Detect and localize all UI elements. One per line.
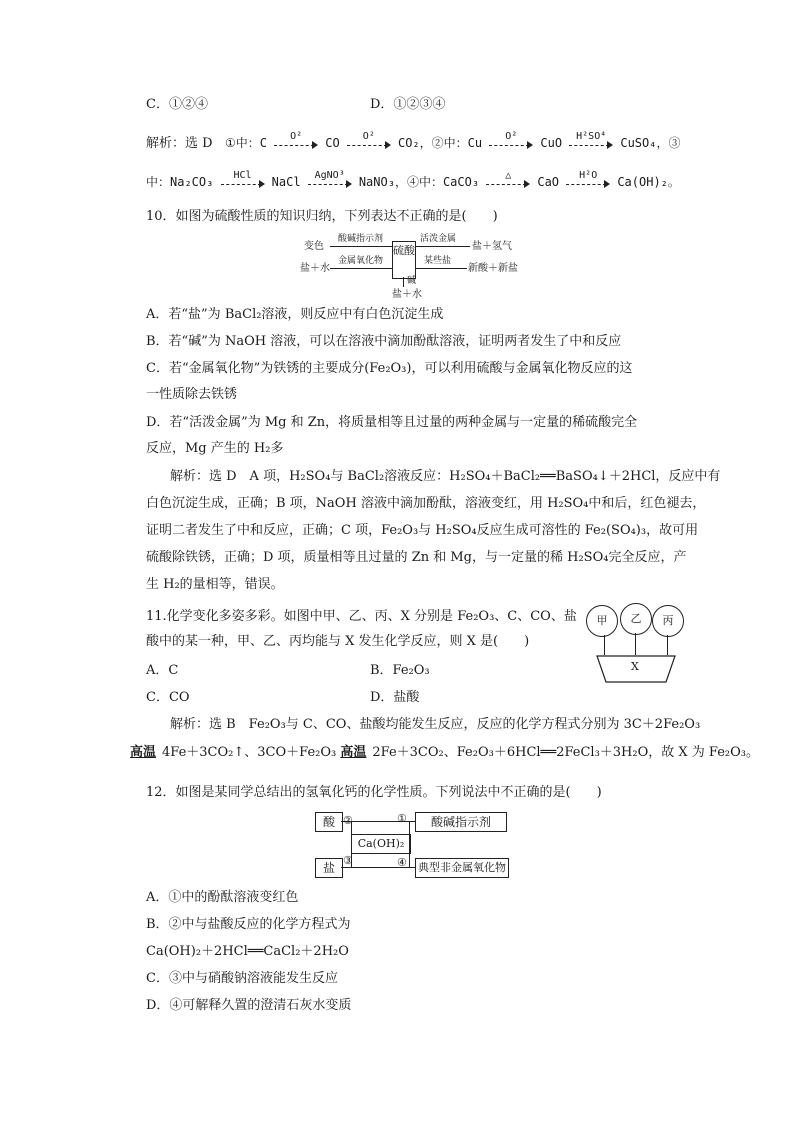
q12-stem: 12．如图是某同学总结出的氢氧化钙的化学性质。下列说法中不正确的是( ) — [146, 785, 602, 800]
flower-bing: 丙 — [652, 605, 684, 637]
q12-diagram — [313, 810, 513, 880]
formula-caoh2: Ca(OH)₂。 — [617, 175, 680, 189]
formula-cuso4: CuSO₄，③ — [620, 136, 681, 150]
q11-stem-line2: 酸中的某一种，甲、乙、丙均能与 X 发生化学反应，则 X 是( ) — [146, 634, 530, 649]
flower-yi: 乙 — [620, 603, 652, 635]
equation-part: 2Fe＋3CO₂、Fe₂O₃＋6HCl══2FeCl₃＋3H₂O，故 X 为 Fe₂O₃。 — [372, 745, 760, 760]
q12-option-b-equation: Ca(OH)₂＋2HCl══CaCl₂＋2H₂O — [146, 944, 349, 959]
label-3: ③ — [343, 854, 353, 867]
diagram-center-sulfuric-acid: 硫酸 — [392, 241, 416, 279]
q11-analysis-line1: 解析：选 B Fe₂O₃与 C、CO、盐酸均能发生反应，反应的化学方程式分别为 3C＋2Fe₂O₃ — [170, 717, 701, 732]
diagram-left-top-arrow-label: 酸碱指示剂 — [338, 234, 384, 244]
q11-flowerpot-diagram — [582, 603, 692, 683]
diagram-down-arrow-label: 碱 — [407, 276, 417, 286]
diagram-left-bottom-arrow-label: 金属氧化物 — [338, 256, 384, 266]
q10-analysis-line2: 白色沉淀生成，正确；B 项，NaOH 溶液中滴加酚酞，溶液变红，用 H₂SO₄中和后，红色褪去， — [146, 496, 706, 511]
q12-option-b: B．②中与盐酸反应的化学方程式为 — [146, 917, 351, 932]
q11-option-d: D．盐酸 — [370, 690, 420, 705]
q12-option-c: C．③中与硝酸钠溶液能发生反应 — [146, 971, 338, 986]
q9-analysis-line1 — [146, 130, 681, 154]
diagram-salt-box: 盐 — [315, 858, 343, 878]
q10-diagram — [300, 233, 540, 300]
q10-option-d-line1: D．若“活泼金属”为 Mg 和 Zn，将质量相等且过量的两种金属与一定量的稀硫酸完全 — [146, 415, 638, 430]
q10-stem: 10．如图为硫酸性质的知识归纳，下列表达不正确的是( ) — [146, 209, 498, 224]
formula-cuo: CuO — [540, 136, 563, 150]
q10-option-b: B．若“碱”为 NaOH 溶液，可以在溶液中滴加酚酞溶液，证明两者发生了中和反应 — [146, 334, 622, 349]
analysis-prefix: 解析：选 D — [146, 136, 213, 151]
q11-analysis-line2 — [130, 743, 759, 763]
equation-part: 4Fe＋3CO₂↑、3CO＋Fe₂O₃ — [162, 745, 337, 760]
diagram-nonmetal-oxide-box: 典型非金属氧化物 — [415, 858, 509, 878]
diagram-bottom: 盐＋水 — [392, 289, 422, 300]
formula-co2: CO₂，②中：Cu — [397, 136, 483, 150]
flower-stem — [667, 635, 668, 655]
flower-stem — [604, 635, 605, 655]
q9-option-c: C．①②④ — [146, 97, 208, 112]
diagram-left-bottom: 盐＋水 — [300, 263, 330, 274]
q10-analysis-line4: 硫酸除铁锈，正确；D 项，质量相等且过量的 Zn 和 Mg，与一定量的稀 H₂SO₄完全反应，产 — [146, 550, 687, 565]
diagram-right-top: 盐＋氢气 — [472, 241, 512, 252]
reaction-arrow: HCl — [221, 176, 265, 190]
reaction-arrow: △ — [486, 176, 530, 190]
q10-option-a: A．若“盐”为 BaCl₂溶液，则反应中有白色沉淀生成 — [146, 307, 444, 322]
high-temp-condition: 高温 — [340, 745, 367, 760]
q10-option-c-line2: 一性质除去铁锈 — [146, 387, 238, 402]
reaction-arrow: H²SO⁴ — [569, 137, 613, 151]
reaction-arrow: O² — [347, 137, 391, 151]
q11-option-b: B．Fe₂O₃ — [370, 663, 430, 678]
reaction-arrow: AgNO³ — [308, 176, 352, 190]
diagram-left-top: 变色 — [304, 241, 324, 252]
q10-analysis-line3: 证明二者发生了中和反应，正确；C 项，Fe₂O₃与 H₂SO₄反应生成可溶性的 Fe₂(SO₄)₃，故可用 — [146, 523, 699, 538]
formula-nacl: NaCl — [271, 175, 301, 189]
connector-line — [409, 821, 410, 867]
q12-option-a: A．①中的酚酞溶液变红色 — [146, 890, 299, 905]
formula-c: ①中：C — [224, 136, 267, 150]
label-4: ④ — [397, 856, 407, 869]
arrow-line — [330, 246, 392, 247]
label-2: ② — [343, 814, 353, 827]
diagram-calcium-hydroxide-box: Ca(OH)₂ — [351, 834, 411, 854]
formula-na2co3: 中：Na₂CO₃ — [146, 175, 214, 189]
high-temp-condition: 高温 — [130, 745, 157, 760]
pot-label-x: X — [631, 660, 639, 673]
reaction-arrow: O² — [489, 137, 533, 151]
reaction-arrow: O² — [274, 137, 318, 151]
formula-co: CO — [325, 136, 340, 150]
arrow-line — [415, 246, 470, 247]
diagram-right-bottom-arrow-label: 某些盐 — [424, 256, 452, 266]
arrow-line — [330, 268, 392, 269]
flower-jia: 甲 — [586, 605, 618, 637]
q10-option-c-line1: C．若“金属氧化物”为铁锈的主要成分(Fe₂O₃)，可以利用硫酸与金属氧化物反应的这 — [146, 361, 633, 376]
diagram-acid-box: 酸 — [315, 812, 343, 832]
formula-nano3: NaNO₃，④中：CaCO₃ — [358, 175, 480, 189]
q10-option-d-line2: 反应，Mg 产生的 H₂多 — [146, 441, 284, 456]
diagram-right-bottom: 新酸＋新盐 — [468, 263, 518, 274]
arrow-line — [415, 268, 467, 269]
flower-stem — [635, 633, 636, 655]
reaction-arrow: H²O — [566, 176, 610, 190]
q9-option-d: D．①②③④ — [370, 97, 446, 112]
label-1: ① — [397, 812, 407, 825]
q12-option-d: D．④可解释久置的澄清石灰水变质 — [146, 998, 352, 1013]
q11-option-c: C．CO — [146, 690, 190, 705]
q10-analysis-line1: 解析：选 D A 项，H₂SO₄与 BaCl₂溶液反应：H₂SO₄＋BaCl₂══BaSO₄↓＋2HCl，反应中有 — [170, 469, 721, 484]
diagram-indicator-box: 酸碱指示剂 — [415, 812, 507, 832]
q9-analysis-line2 — [146, 169, 680, 193]
q11-stem-line1: 11.化学变化多姿多彩。如图中甲、乙、丙、X 分别是 Fe₂O₃、C、CO、盐 — [146, 609, 577, 624]
formula-cao: CaO — [537, 175, 560, 189]
diagram-right-top-arrow-label: 活泼金属 — [420, 234, 457, 244]
q10-analysis-line5: 生 H₂的量相等，错误。 — [146, 577, 284, 592]
q11-option-a: A．C — [146, 663, 179, 678]
